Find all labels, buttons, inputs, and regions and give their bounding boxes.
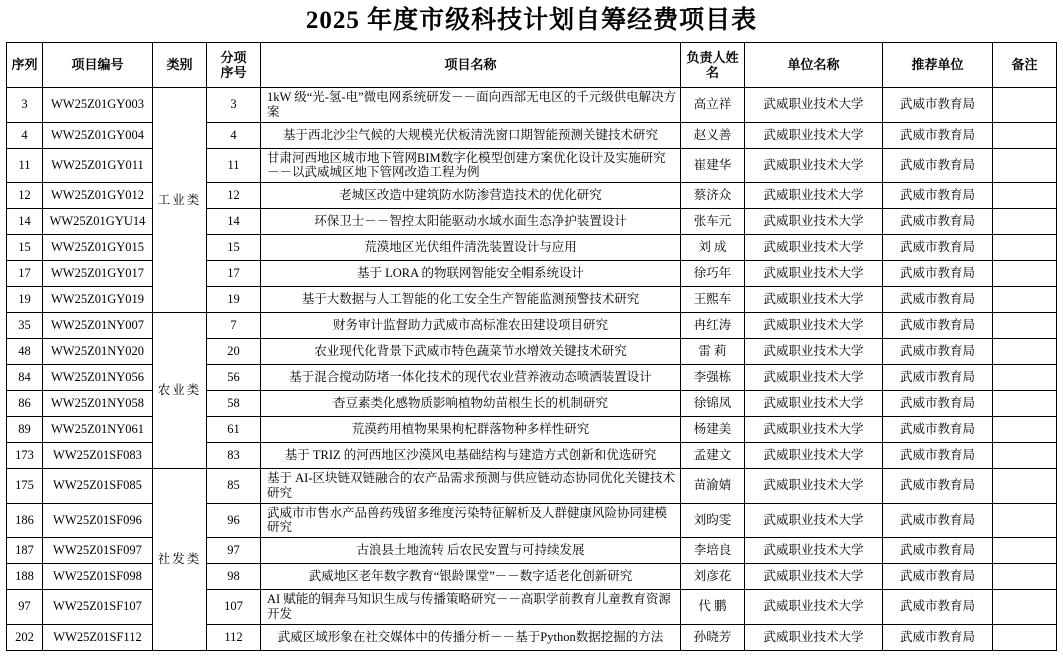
cell-sub-seq: 11 (207, 148, 261, 183)
cell-code: WW25Z01SF107 (43, 590, 153, 625)
cell-remark (993, 339, 1057, 365)
cell-unit: 武威职业技术大学 (745, 122, 883, 148)
cell-sub-seq: 96 (207, 503, 261, 538)
cell-recommend: 武威市教育局 (883, 148, 993, 183)
cell-code: WW25Z01SF083 (43, 443, 153, 469)
cell-sub-seq: 58 (207, 391, 261, 417)
cell-code: WW25Z01GY015 (43, 235, 153, 261)
cell-seq: 97 (7, 590, 43, 625)
cell-category: 社发类 (153, 469, 207, 651)
cell-project-name: 老城区改造中建筑防水防渗营造技术的优化研究 (261, 183, 681, 209)
cell-project-name: 武威地区老年数字教育“银龄课堂”－－数字适老化创新研究 (261, 564, 681, 590)
cell-code: WW25Z01GY012 (43, 183, 153, 209)
cell-seq: 86 (7, 391, 43, 417)
table-row (7, 469, 1057, 504)
cell-sub-seq: 98 (207, 564, 261, 590)
cell-code: WW25Z01SF098 (43, 564, 153, 590)
cell-person: 李强栋 (681, 365, 745, 391)
cell-project-name: 荒漠药用植物果果枸杞群落物种多样性研究 (261, 417, 681, 443)
header-remark: 备注 (993, 43, 1057, 88)
cell-unit: 武威职业技术大学 (745, 503, 883, 538)
cell-remark (993, 183, 1057, 209)
cell-recommend: 武威市教育局 (883, 365, 993, 391)
cell-seq: 186 (7, 503, 43, 538)
cell-recommend: 武威市教育局 (883, 538, 993, 564)
cell-person: 张车元 (681, 209, 745, 235)
cell-project-name: 基于 AI-区块链双链融合的农产品需求预测与供应链动态协同优化关键技术研究 (261, 469, 681, 504)
cell-sub-seq: 19 (207, 287, 261, 313)
cell-sub-seq: 14 (207, 209, 261, 235)
cell-seq: 89 (7, 417, 43, 443)
cell-recommend: 武威市教育局 (883, 624, 993, 650)
cell-sub-seq: 112 (207, 624, 261, 650)
cell-person: 高立祥 (681, 88, 745, 123)
cell-unit: 武威职业技术大学 (745, 365, 883, 391)
cell-recommend: 武威市教育局 (883, 88, 993, 123)
cell-seq: 19 (7, 287, 43, 313)
cell-unit: 武威职业技术大学 (745, 417, 883, 443)
cell-remark (993, 590, 1057, 625)
cell-seq: 187 (7, 538, 43, 564)
cell-category: 农业类 (153, 313, 207, 469)
cell-unit: 武威职业技术大学 (745, 469, 883, 504)
cell-person: 徐巧年 (681, 261, 745, 287)
cell-person: 王熙车 (681, 287, 745, 313)
cell-person: 蔡济众 (681, 183, 745, 209)
cell-code: WW25Z01NY061 (43, 417, 153, 443)
cell-project-name: 武威市市售水产品兽药残留多维度污染特征解析及人群健康风险协同建模研究 (261, 503, 681, 538)
cell-code: WW25Z01NY007 (43, 313, 153, 339)
cell-project-name: 杳豆素类化感物质影响植物幼苗根生长的机制研究 (261, 391, 681, 417)
cell-category: 工业类 (153, 88, 207, 313)
header-category: 类别 (153, 43, 207, 88)
cell-remark (993, 417, 1057, 443)
cell-recommend: 武威市教育局 (883, 339, 993, 365)
cell-code: WW25Z01SF097 (43, 538, 153, 564)
cell-code: WW25Z01GY004 (43, 122, 153, 148)
cell-person: 李培良 (681, 538, 745, 564)
cell-remark (993, 443, 1057, 469)
cell-person: 孟建文 (681, 443, 745, 469)
cell-project-name: 基于 TRIZ 的河西地区沙漠风电基础结构与建造方式创新和优选研究 (261, 443, 681, 469)
cell-sub-seq: 15 (207, 235, 261, 261)
cell-unit: 武威职业技术大学 (745, 148, 883, 183)
cell-project-name: 荒漠地区光伏组件清洗装置设计与应用 (261, 235, 681, 261)
header-person-line2: 名 (705, 65, 719, 80)
cell-person: 刘昀雯 (681, 503, 745, 538)
cell-sub-seq: 17 (207, 261, 261, 287)
cell-unit: 武威职业技术大学 (745, 287, 883, 313)
cell-project-name: 基于大数据与人工智能的化工安全生产智能监测预警技术研究 (261, 287, 681, 313)
header-person-line1: 负责人姓 (686, 49, 739, 65)
cell-project-name: 基于混合搅动防堵一体化技术的现代农业营养液动态喷洒装置设计 (261, 365, 681, 391)
page-title: 2025 年度市级科技计划自筹经费项目表 (305, 7, 758, 34)
header-unit: 单位名称 (745, 43, 883, 88)
cell-recommend: 武威市教育局 (883, 503, 993, 538)
header-code: 项目编号 (43, 43, 153, 88)
projects-table (6, 42, 1057, 651)
header-name: 项目名称 (261, 43, 681, 88)
cell-project-name: 甘肃河西地区城市地下管网BIM数字化模型创建方案优化设计及实施研究－－以武威城区地下管网改造工程为例 (261, 148, 681, 183)
cell-sub-seq: 12 (207, 183, 261, 209)
cell-project-name: AI 赋能的铜奔马知识生成与传播策略研究－－高职学前教育儿童教育资源开发 (261, 590, 681, 625)
cell-seq: 11 (7, 148, 43, 183)
cell-remark (993, 503, 1057, 538)
cell-remark (993, 287, 1057, 313)
cell-sub-seq: 7 (207, 313, 261, 339)
cell-unit: 武威职业技术大学 (745, 88, 883, 123)
cell-sub-seq: 56 (207, 365, 261, 391)
cell-remark (993, 624, 1057, 650)
cell-recommend: 武威市教育局 (883, 287, 993, 313)
cell-sub-seq: 61 (207, 417, 261, 443)
cell-seq: 202 (7, 624, 43, 650)
cell-seq: 173 (7, 443, 43, 469)
cell-unit: 武威职业技术大学 (745, 391, 883, 417)
cell-seq: 35 (7, 313, 43, 339)
cell-remark (993, 469, 1057, 504)
header-sub-seq-line1: 分项 (220, 49, 247, 65)
cell-seq: 4 (7, 122, 43, 148)
header-recommend: 推荐单位 (883, 43, 993, 88)
cell-seq: 175 (7, 469, 43, 504)
cell-sub-seq: 20 (207, 339, 261, 365)
cell-unit: 武威职业技术大学 (745, 261, 883, 287)
cell-project-name: 基于 LORA 的物联网智能安全帽系统设计 (261, 261, 681, 287)
cell-unit: 武威职业技术大学 (745, 183, 883, 209)
cell-remark (993, 88, 1057, 123)
cell-seq: 188 (7, 564, 43, 590)
cell-sub-seq: 4 (207, 122, 261, 148)
cell-unit: 武威职业技术大学 (745, 538, 883, 564)
cell-project-name: 1kW 级“光-氢-电”微电网系统研发－－面向西部无电区的千元级供电解决方案 (261, 88, 681, 123)
cell-project-name: 武威区域形象在社交媒体中的传播分析－－基于Python数据挖掘的方法 (261, 624, 681, 650)
cell-code: WW25Z01NY056 (43, 365, 153, 391)
cell-unit: 武威职业技术大学 (745, 235, 883, 261)
cell-remark (993, 122, 1057, 148)
cell-person: 雷 莉 (681, 339, 745, 365)
cell-project-name: 基于西北沙尘气候的大规模光伏板清洗窗口期智能预测关键技术研究 (261, 122, 681, 148)
cell-remark (993, 261, 1057, 287)
cell-remark (993, 209, 1057, 235)
cell-seq: 48 (7, 339, 43, 365)
cell-recommend: 武威市教育局 (883, 209, 993, 235)
cell-person: 冉红涛 (681, 313, 745, 339)
cell-code: WW25Z01SF096 (43, 503, 153, 538)
cell-code: WW25Z01SF085 (43, 469, 153, 504)
cell-person: 刘 成 (681, 235, 745, 261)
cell-code: WW25Z01GY019 (43, 287, 153, 313)
cell-recommend: 武威市教育局 (883, 391, 993, 417)
cell-code: WW25Z01GYU14 (43, 209, 153, 235)
cell-seq: 15 (7, 235, 43, 261)
header-sub-seq (207, 43, 261, 88)
cell-recommend: 武威市教育局 (883, 443, 993, 469)
cell-recommend: 武威市教育局 (883, 235, 993, 261)
cell-remark (993, 391, 1057, 417)
cell-unit: 武威职业技术大学 (745, 313, 883, 339)
cell-code: WW25Z01NY020 (43, 339, 153, 365)
table-row (7, 88, 1057, 123)
cell-unit: 武威职业技术大学 (745, 443, 883, 469)
cell-seq: 14 (7, 209, 43, 235)
cell-sub-seq: 85 (207, 469, 261, 504)
cell-code: WW25Z01GY003 (43, 88, 153, 123)
cell-person: 代 鹏 (681, 590, 745, 625)
cell-person: 杨建美 (681, 417, 745, 443)
cell-unit: 武威职业技术大学 (745, 624, 883, 650)
cell-recommend: 武威市教育局 (883, 590, 993, 625)
cell-sub-seq: 83 (207, 443, 261, 469)
cell-recommend: 武威市教育局 (883, 469, 993, 504)
cell-project-name: 农业现代化背景下武威市特色蔬菜节水增效关键技术研究 (261, 339, 681, 365)
cell-remark (993, 538, 1057, 564)
cell-person: 崔建华 (681, 148, 745, 183)
cell-sub-seq: 107 (207, 590, 261, 625)
cell-recommend: 武威市教育局 (883, 313, 993, 339)
cell-person: 孙晓芳 (681, 624, 745, 650)
cell-person: 苗渝婧 (681, 469, 745, 504)
cell-recommend: 武威市教育局 (883, 261, 993, 287)
cell-unit: 武威职业技术大学 (745, 590, 883, 625)
cell-person: 刘彦花 (681, 564, 745, 590)
cell-sub-seq: 3 (207, 88, 261, 123)
cell-seq: 3 (7, 88, 43, 123)
cell-recommend: 武威市教育局 (883, 417, 993, 443)
cell-unit: 武威职业技术大学 (745, 209, 883, 235)
cell-project-name: 古浪县土地流转 后农民安置与可持续发展 (261, 538, 681, 564)
cell-recommend: 武威市教育局 (883, 183, 993, 209)
table-row (7, 313, 1057, 339)
cell-code: WW25Z01NY058 (43, 391, 153, 417)
cell-person: 赵义善 (681, 122, 745, 148)
cell-recommend: 武威市教育局 (883, 564, 993, 590)
cell-person: 徐锦凤 (681, 391, 745, 417)
cell-seq: 84 (7, 365, 43, 391)
cell-code: WW25Z01GY017 (43, 261, 153, 287)
cell-recommend: 武威市教育局 (883, 122, 993, 148)
cell-code: WW25Z01GY011 (43, 148, 153, 183)
header-seq: 序列 (7, 43, 43, 88)
header-person (681, 43, 745, 88)
cell-unit: 武威职业技术大学 (745, 564, 883, 590)
table-header-row (7, 43, 1057, 88)
header-sub-seq-line2: 序号 (220, 65, 247, 80)
cell-sub-seq: 97 (207, 538, 261, 564)
cell-remark (993, 365, 1057, 391)
cell-remark (993, 148, 1057, 183)
cell-project-name: 环保卫士－－智控太阳能驱动水域水面生态净护装置设计 (261, 209, 681, 235)
table-body (7, 88, 1057, 651)
cell-seq: 17 (7, 261, 43, 287)
cell-unit: 武威职业技术大学 (745, 339, 883, 365)
cell-seq: 12 (7, 183, 43, 209)
cell-code: WW25Z01SF112 (43, 624, 153, 650)
cell-remark (993, 235, 1057, 261)
cell-remark (993, 313, 1057, 339)
cell-remark (993, 564, 1057, 590)
cell-project-name: 财务审计监督助力武威市高标准农田建设项目研究 (261, 313, 681, 339)
